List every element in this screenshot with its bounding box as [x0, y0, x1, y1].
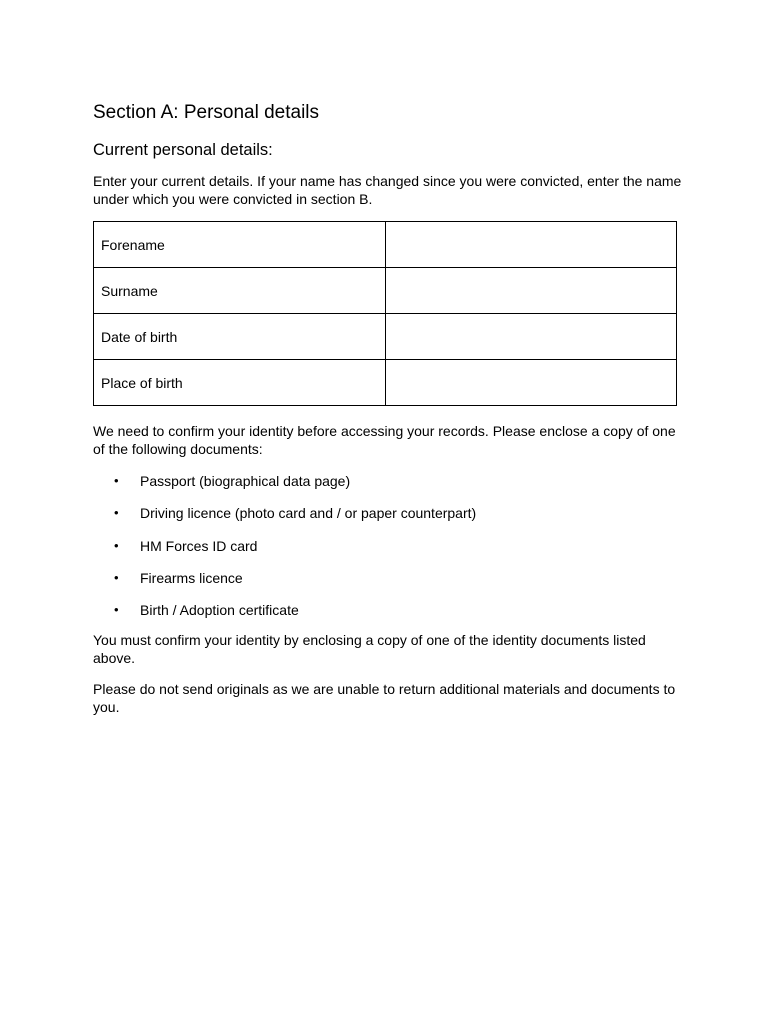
- document-firearms-licence: Firearms licence: [140, 569, 243, 586]
- identity-document-list: [93, 470, 476, 631]
- list-item: [93, 502, 476, 534]
- bullet-icon: •: [114, 537, 119, 553]
- date-of-birth-label: Date of birth: [94, 314, 386, 360]
- confirm-identity-note: You must confirm your identity by enclosing a copy of one of the identity documents listed above.: [93, 632, 646, 666]
- place-of-birth-field[interactable]: [386, 360, 677, 406]
- document-passport: Passport (biographical data page): [140, 473, 351, 489]
- personal-details-table: [93, 221, 677, 406]
- table-row: [94, 314, 677, 360]
- bullet-icon: •: [114, 473, 119, 488]
- document-driving-licence: Driving licence (photo card and / or paper counterpart): [140, 505, 477, 522]
- forename-label: Forename: [94, 222, 386, 268]
- originals-note: Please do not send originals as we are unable to return additional materials and documents to you.: [93, 681, 676, 715]
- forename-field[interactable]: [386, 222, 677, 268]
- identity-instructions: We need to confirm your identity before accessing your records. Please enclose a copy of one of the following documents:: [93, 423, 676, 457]
- place-of-birth-label: Place of birth: [94, 360, 386, 406]
- list-item: [93, 599, 476, 631]
- intro-paragraph: Enter your current details. If your name has changed since you were convicted, enter the name under which you were convicted in section B.: [93, 173, 682, 207]
- document-birth-adoption-certificate: Birth / Adoption certificate: [140, 602, 299, 619]
- table-row: [94, 222, 677, 268]
- bullet-icon: •: [114, 505, 119, 521]
- table-row: [94, 268, 677, 314]
- section-subtitle: Current personal details:: [93, 141, 273, 159]
- bullet-icon: •: [114, 602, 119, 618]
- document-hm-forces-id: HM Forces ID card: [140, 537, 258, 554]
- list-item: [93, 535, 476, 567]
- table-row: [94, 360, 677, 406]
- bullet-icon: •: [114, 569, 119, 585]
- surname-label: Surname: [94, 268, 386, 314]
- date-of-birth-field[interactable]: [386, 314, 677, 360]
- section-title: Section A: Personal details: [93, 102, 320, 123]
- surname-field[interactable]: [386, 268, 677, 314]
- list-item: [93, 470, 476, 502]
- list-item: [93, 567, 476, 599]
